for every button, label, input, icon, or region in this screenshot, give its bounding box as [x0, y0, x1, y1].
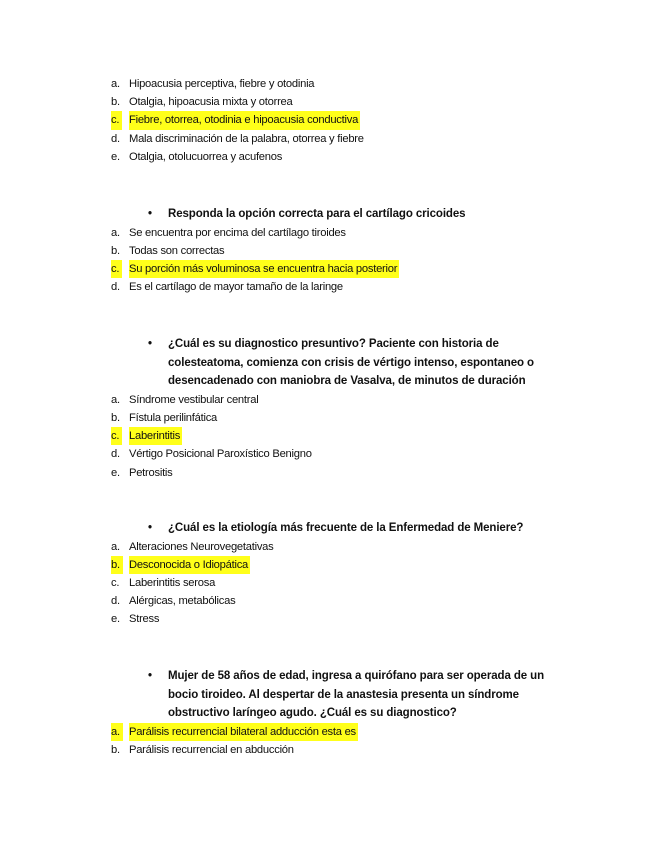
option-3d	[0, 445, 655, 463]
option-text: Otalgia, otolucuorrea y acufenos	[129, 150, 283, 163]
option-text: Mala discriminación de la palabra, otorrea y fiebre	[129, 132, 364, 145]
option-text: Otalgia, hipoacusia mixta y otorrea	[129, 96, 293, 109]
option-letter: a.	[111, 723, 123, 741]
option-letter: c.	[111, 260, 122, 278]
option-letter: d.	[111, 448, 120, 461]
option-5a-highlighted	[0, 723, 655, 741]
bullet-icon: •	[148, 522, 152, 534]
option-letter: b.	[111, 743, 120, 756]
question-label: Mujer de 58 años de edad, ingresa a quirófano para ser operada de un bocio tiroideo. Al despertar de la anastesia presenta un síndrome obstructivo laríngeo agudo. ¿Cuál es su diagnostico?	[168, 670, 545, 720]
option-letter: d.	[111, 132, 120, 145]
option-2b	[0, 242, 655, 260]
option-4e	[0, 610, 655, 628]
option-letter: d.	[111, 281, 120, 294]
option-letter: b.	[111, 244, 120, 257]
option-letter: d.	[111, 595, 120, 608]
option-text: Alteraciones Neurovegetativas	[129, 540, 274, 553]
option-text: Parálisis recurrencial bilateral adducción esta es	[129, 723, 358, 741]
option-text: Desconocida o Idiopática	[129, 556, 250, 574]
option-1e	[0, 148, 655, 166]
bullet-icon: •	[148, 670, 152, 682]
question-text-4	[148, 519, 588, 538]
option-4d	[0, 592, 655, 610]
option-text: Se encuentra por encima del cartílago tiroides	[129, 226, 346, 239]
option-4b-highlighted	[0, 556, 655, 574]
question-block-2	[0, 205, 655, 296]
option-letter: a.	[111, 393, 120, 406]
question-text-5	[148, 667, 548, 723]
option-1a	[0, 75, 655, 93]
option-letter: a.	[111, 226, 120, 239]
option-letter: e.	[111, 466, 120, 479]
option-3c-highlighted	[0, 427, 655, 445]
bullet-icon: •	[148, 338, 152, 350]
option-1d	[0, 130, 655, 148]
option-text: Stress	[129, 613, 160, 626]
option-letter: c.	[111, 576, 120, 589]
option-letter: c.	[111, 111, 122, 129]
option-3b	[0, 409, 655, 427]
question-label: Responda la opción correcta para el cartílago cricoides	[168, 208, 466, 220]
option-letter: e.	[111, 150, 120, 163]
option-3e	[0, 464, 655, 482]
option-text: Todas son correctas	[129, 244, 225, 257]
option-letter: b.	[111, 411, 120, 424]
option-5b	[0, 741, 655, 759]
option-2d	[0, 278, 655, 296]
option-4a	[0, 538, 655, 556]
option-text: Síndrome vestibular central	[129, 393, 259, 406]
option-letter: e.	[111, 613, 120, 626]
question-label: ¿Cuál es la etiología más frecuente de la Enfermedad de Meniere?	[168, 522, 524, 534]
option-text: Es el cartílago de mayor tamaño de la laringe	[129, 281, 343, 294]
question-block-3	[0, 335, 655, 482]
option-text: Petrositis	[129, 466, 173, 479]
option-text: Fístula perilinfática	[129, 411, 218, 424]
option-text: Fiebre, otorrea, otodinia e hipoacusia conductiva	[129, 111, 360, 129]
option-text: Hipoacusia perceptiva, fiebre y otodinia	[129, 78, 315, 90]
option-text: Su porción más voluminosa se encuentra hacia posterior	[129, 260, 399, 278]
question-text-3	[148, 335, 548, 391]
option-letter: a.	[111, 540, 120, 553]
option-4c	[0, 574, 655, 592]
option-letter: a.	[111, 78, 120, 90]
option-letter: c.	[111, 427, 122, 445]
question-text-2	[148, 205, 548, 224]
question-block-4	[0, 519, 655, 629]
option-letter: b.	[111, 96, 120, 109]
option-2c-highlighted	[0, 260, 655, 278]
bullet-icon: •	[148, 208, 152, 220]
question-block-1	[0, 75, 655, 166]
option-text: Laberintitis	[129, 427, 182, 445]
option-text: Laberintitis serosa	[129, 576, 216, 589]
question-label: ¿Cuál es su diagnostico presuntivo? Paciente con historia de colesteatoma, comienza con crisis de vértigo intenso, espontaneo o desencadenado con maniobra de Vasalva, de minutos de duración	[168, 338, 534, 388]
option-letter: b.	[111, 556, 123, 574]
option-text: Vértigo Posicional Paroxístico Benigno	[129, 448, 312, 461]
option-3a	[0, 391, 655, 409]
option-text: Alérgicas, metabólicas	[129, 595, 236, 608]
option-1b	[0, 93, 655, 111]
option-text: Parálisis recurrencial en abducción	[129, 743, 294, 756]
option-1c-highlighted	[0, 111, 655, 129]
option-2a	[0, 224, 655, 242]
question-block-5	[0, 667, 655, 759]
